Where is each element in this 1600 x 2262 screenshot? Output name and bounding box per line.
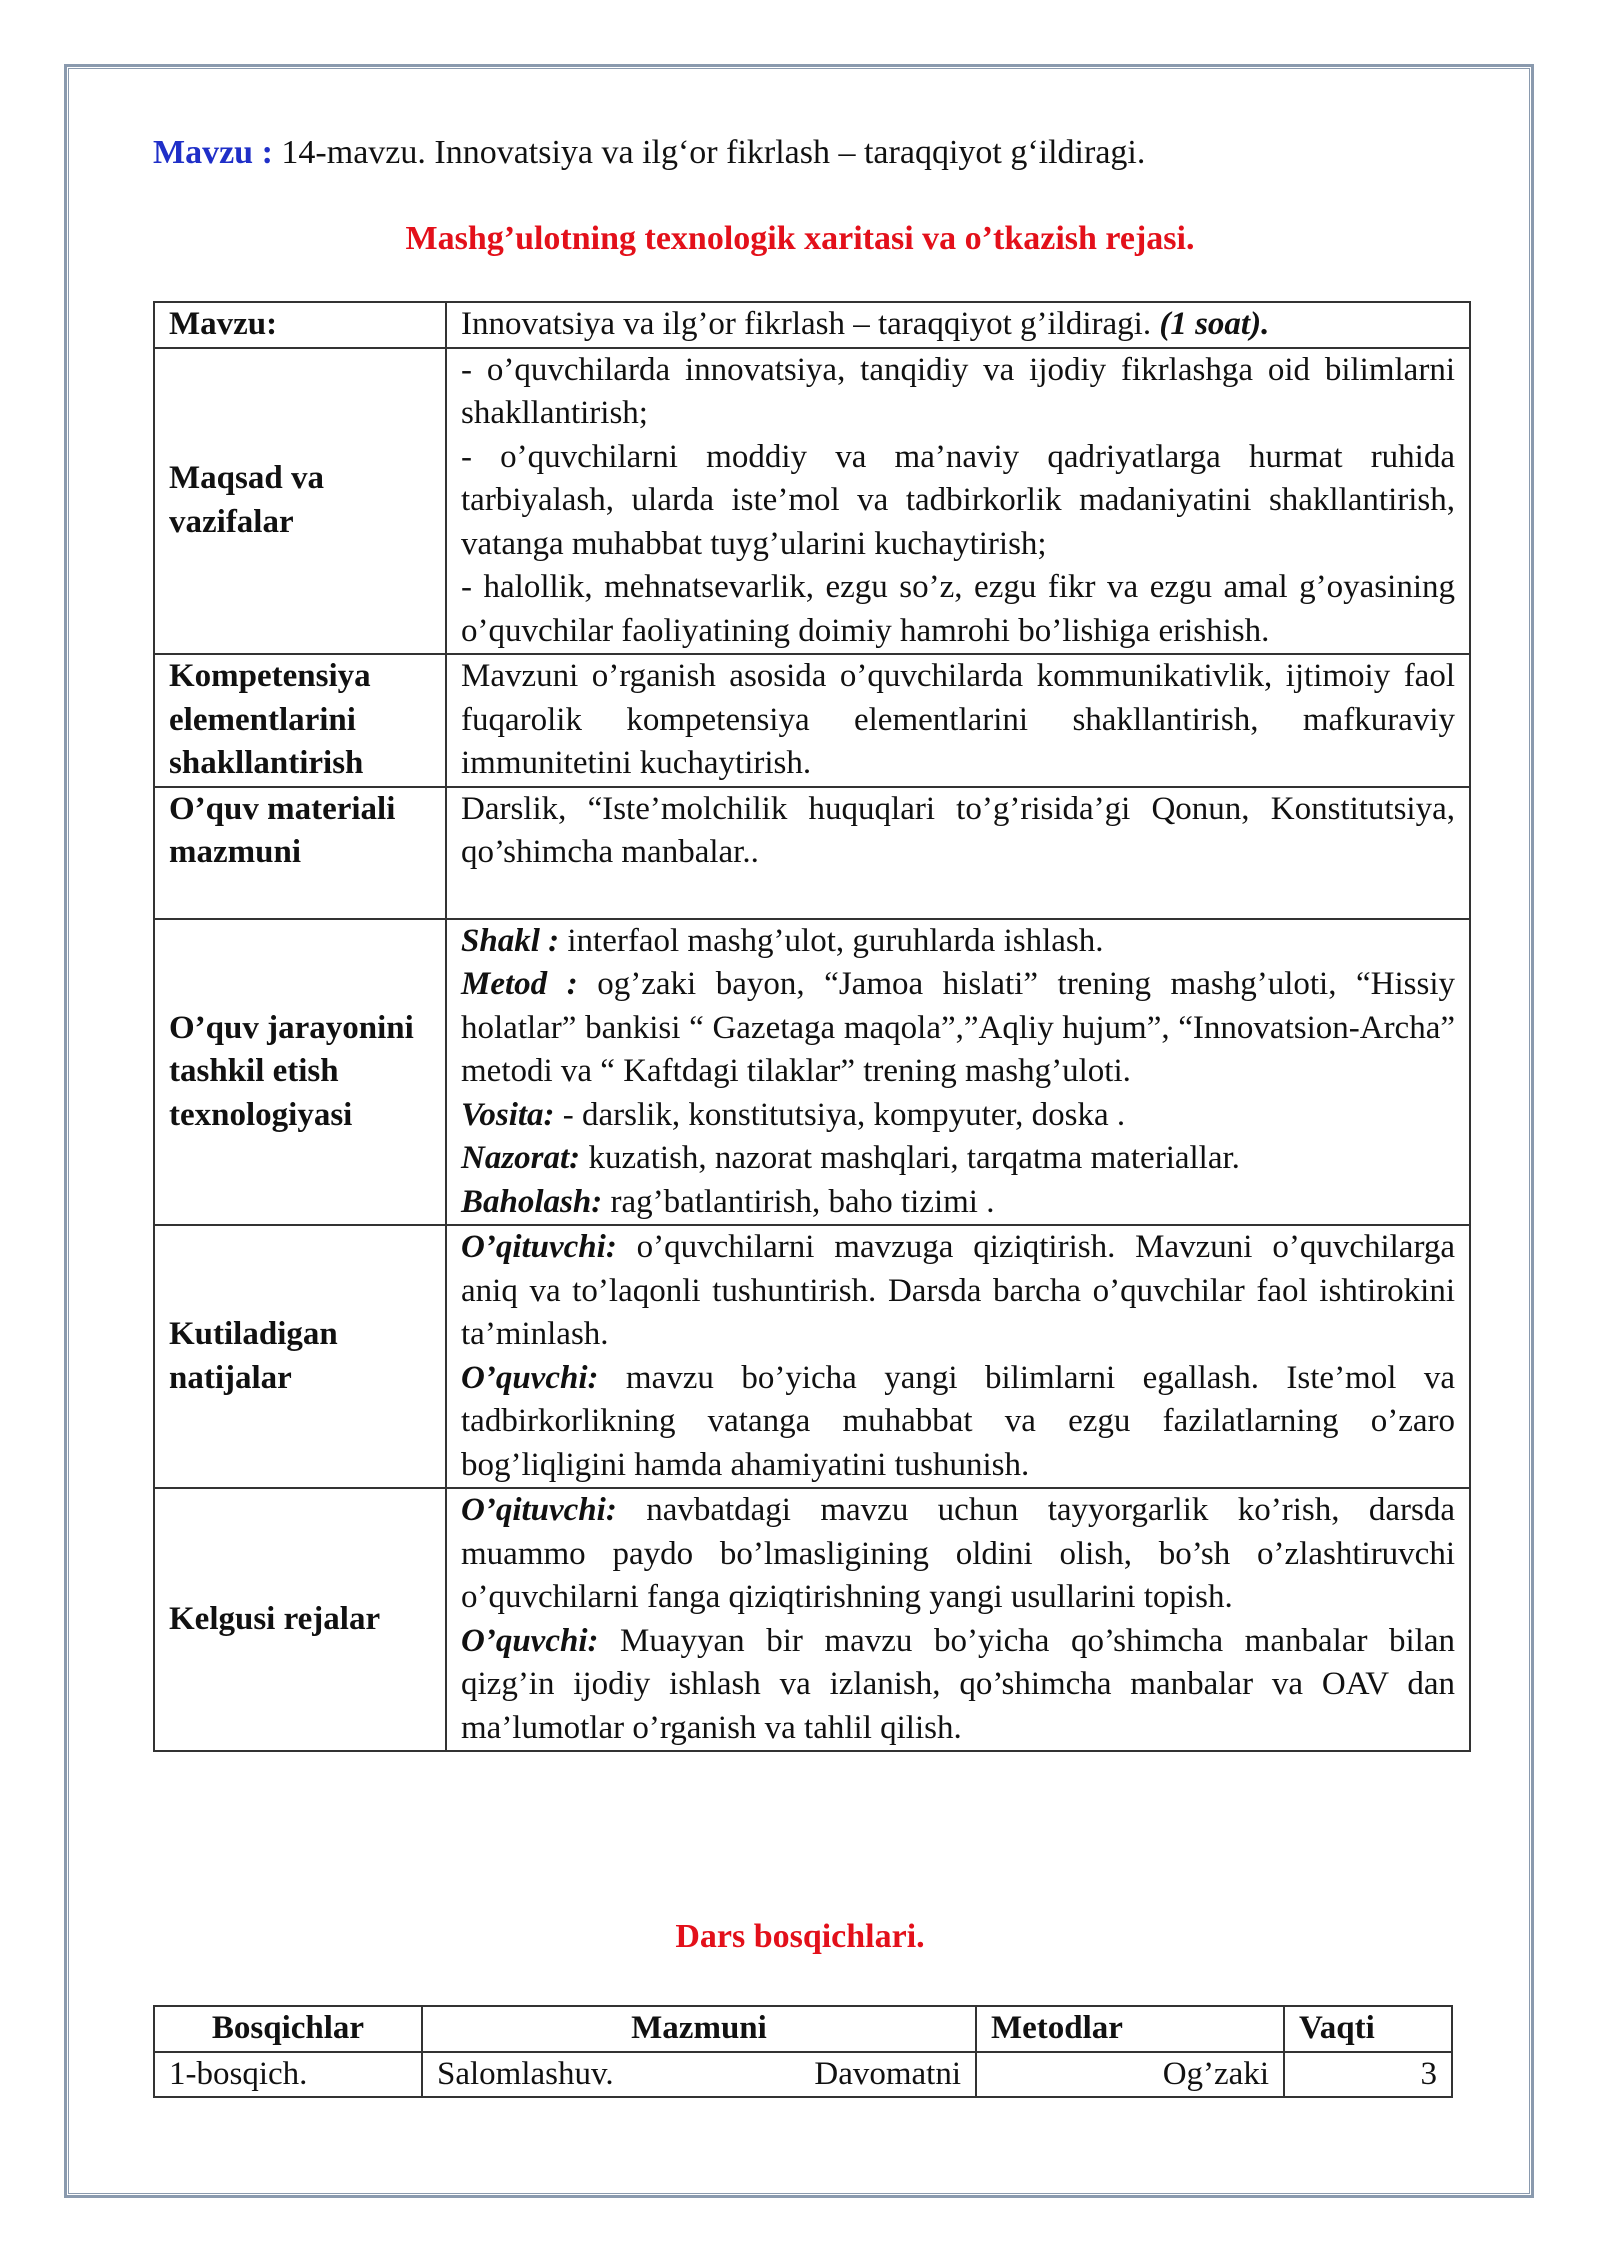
row-value-materials: Darslik, “Iste’molchilik huquqlari to’g’risida’gi Qonun, Konstitutsiya, qo’shimcha manbalar.. (446, 787, 1470, 919)
row-value-goals (446, 348, 1470, 655)
shakl-line (461, 920, 1455, 964)
row-value-competence: Mavzuni o’rganish asosida o’quvchilarda kommunikativlik, ijtimoiy faol fuqarolik kompetensiya elementlarini shakllantirish, mafkuraviy immunitetini kuchaytirish. (446, 654, 1470, 787)
row-value-topic (446, 302, 1470, 348)
teacher-label: O’qituvchi: (461, 1229, 617, 1265)
header-time: Vaqti (1284, 2006, 1452, 2052)
vosita-line (461, 1094, 1455, 1138)
row-label-technology: O’quv jarayonini tashkil etish texnologiyasi (154, 919, 446, 1226)
table-row (154, 1225, 1470, 1488)
plan-title: Mashg’ulotning texnologik xaritasi va o’tkazish rejasi. (405, 220, 1195, 257)
table-row (154, 919, 1470, 1226)
row-label-future: Kelgusi rejalar (154, 1488, 446, 1751)
stage-cell: 1-bosqich. (154, 2052, 422, 2098)
student-label: O’quvchi: (461, 1359, 599, 1396)
row-value-future (446, 1488, 1470, 1751)
lesson-stages-table (153, 2005, 1453, 2098)
metod-line (461, 963, 1455, 1094)
results-teacher (461, 1226, 1455, 1357)
student-text: mavzu bo’yicha yangi bilimlarni egallash. Iste’mol va tadbirkorlikning vatanga muhabbat va ezgu fazilatlarning o’zaro bog’liqligini hamda ahamiyatini tushunish. (461, 1359, 1455, 1483)
topic-value-text: Innovatsiya va ilg’or fikrlash – taraqqiyot g’ildiragi. (461, 306, 1152, 342)
topic-text: 14-mavzu. Innovatsiya va ilg‘or fikrlash – taraqqiyot g‘ildiragi. (281, 134, 1146, 171)
header-stages: Bosqichlar (154, 2006, 422, 2052)
table-row (154, 654, 1470, 787)
nazorat-label: Nazorat: (461, 1140, 581, 1176)
student-text: Muayyan bir mavzu bo’yicha qo’shimcha manbalar bilan qizg’in ijodiy ishlash va izlanish, qo’shimcha manbalar va OAV dan ma’lumotlar o’rganish va tahlil qilish. (461, 1622, 1455, 1746)
goal-item: - o’quvchilarda innovatsiya, tanqidiy va ijodiy fikrlashga oid bilimlarni shakllantirish; (461, 351, 1455, 431)
table-row (154, 2052, 1452, 2098)
row-label-results: Kutiladigan natijalar (154, 1225, 446, 1488)
table-row (154, 302, 1470, 348)
table-row (154, 348, 1470, 655)
row-value-technology (446, 919, 1470, 1226)
future-student (461, 1620, 1455, 1751)
topic-label: Mavzu : (153, 134, 273, 171)
vosita-label: Vosita: (461, 1096, 555, 1133)
row-value-results (446, 1225, 1470, 1488)
row-label-competence: Kompetensiya elementlarini shakllantirish (154, 654, 446, 787)
shakl-label: Shakl : (461, 922, 560, 959)
teacher-label: O’qituvchi: (461, 1492, 617, 1528)
row-label-topic: Mavzu: (154, 302, 446, 348)
future-teacher (461, 1489, 1455, 1620)
shakl-text: interfaol mashg’ulot, guruhlarda ishlash. (559, 922, 1104, 959)
metod-label: Metod : (461, 966, 578, 1002)
goal-item: - o’quvchilarni moddiy va ma’naviy qadriyatlarga hurmat ruhida tarbiyalash, ularda iste’mol va tadbirkorlik madaniyatini shakllantirish, vatanga muhabbat tuyg’ularini kuchaytirish; (461, 438, 1455, 562)
content-part-b: Davomatni (814, 2055, 961, 2092)
lesson-plan-table (153, 301, 1471, 1752)
goal-item: - halollik, mehnatsevarlik, ezgu so’z, ezgu fikr va ezgu amal g’oyasining o’quvchilar faoliyatining doimiy hamrohi bo’lishiga erishish. (461, 569, 1455, 649)
method-cell: Og’zaki (976, 2052, 1284, 2098)
metod-text: og’zaki bayon, “Jamoa hislati” trening mashg’uloti, “Hissiy holatlar” bankisi “ Gazetaga maqola”,”Aqliy hujum”, “Innovatsion-Archa” metodi va “ Kaftdagi tilaklar” trening mashg’uloti. (461, 966, 1455, 1089)
table-header-row (154, 2006, 1452, 2052)
time-cell: 3 (1284, 2052, 1452, 2098)
vosita-text: - darslik, konstitutsiya, kompyuter, doska . (554, 1096, 1126, 1133)
results-student (461, 1357, 1455, 1488)
topic-hours: (1 soat). (1159, 306, 1270, 342)
row-label-materials: O’quv materiali mazmuni (154, 787, 446, 919)
student-label: O’quvchi: (461, 1622, 599, 1659)
stages-title: Dars bosqichlari. (675, 1918, 925, 1955)
baholash-line (461, 1181, 1455, 1225)
goals-label: Maqsad va vazifalar (169, 460, 324, 540)
nazorat-line (461, 1137, 1455, 1181)
teacher-text: navbatdagi mavzu uchun tayyorgarlik ko’rish, darsda muammo paydo bo’lmasligining oldini olish, bo’sh o’zlashtiruvchi o’quvchilarni fanga qiziqtirishning yangi usullarini topish. (461, 1492, 1455, 1615)
content-cell (422, 2052, 976, 2098)
nazorat-text: kuzatish, nazorat mashqlari, tarqatma materiallar. (580, 1140, 1240, 1176)
topic-line (153, 134, 1145, 172)
baholash-text: rag’batlantirish, baho tizimi . (602, 1183, 995, 1220)
row-label-goals (154, 348, 446, 655)
table-row (154, 1488, 1470, 1751)
teacher-text: o’quvchilarni mavzuga qiziqtirish. Mavzuni o’quvchilarga aniq va to’laqonli tushuntirish. Darsda barcha o’quvchilar faol ishtirokini ta’minlash. (461, 1229, 1455, 1352)
header-methods: Metodlar (976, 2006, 1284, 2052)
header-content: Mazmuni (422, 2006, 976, 2052)
content-part-a: Salomlashuv. (437, 2055, 614, 2092)
table-row (154, 787, 1470, 919)
baholash-label: Baholash: (461, 1183, 603, 1220)
